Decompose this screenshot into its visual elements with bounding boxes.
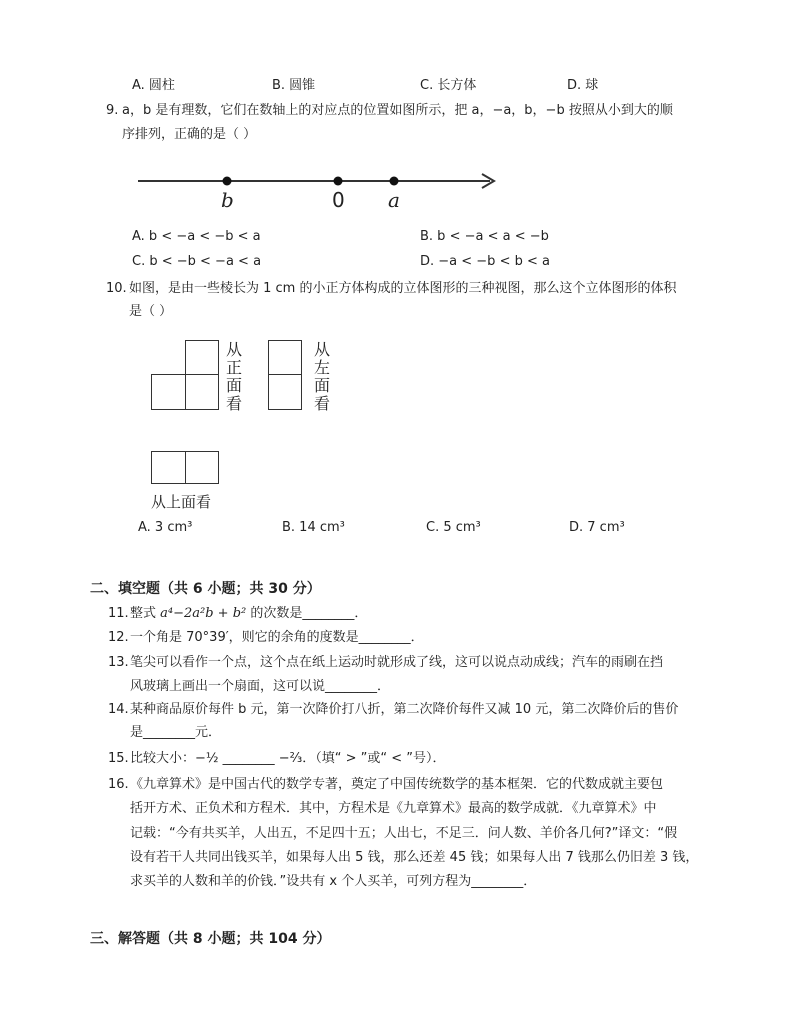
q8-option-b: B. 圆锥 xyxy=(272,78,316,93)
front-label-3: 面 xyxy=(225,376,242,395)
q15-text: 比较大小：−½ ________ −⅔．（填“ > ”或“ < ”号）． xyxy=(130,751,446,766)
q11-text: 整式 a⁴−2a²b + b² 的次数是________． xyxy=(130,606,368,621)
axis-label-zero: 0 xyxy=(332,188,345,212)
q14-line2: 是________元． xyxy=(130,725,222,740)
q9-line2: 序排列，正确的是（ ） xyxy=(122,127,257,142)
q10-option-c: C. 5 cm³ xyxy=(426,520,481,535)
q10-line2: 是（ ） xyxy=(129,304,173,319)
left-label-1: 从 xyxy=(313,340,330,359)
q12-number: 12. xyxy=(108,630,129,645)
q16-line5: 求买羊的人数和羊的价钱．”设共有 x 个人买羊，可列方程为________． xyxy=(130,874,537,889)
front-label-1: 从 xyxy=(225,340,242,359)
q13-line1: 笔尖可以看作一个点，这个点在纸上运动时就形成了线，这可以说点动成线；汽车的雨刷在挡 xyxy=(130,655,664,670)
q12-text: 一个角是 70°39′，则它的余角的度数是________． xyxy=(130,630,424,645)
left-label-3: 面 xyxy=(313,376,330,395)
q8-option-d: D. 球 xyxy=(567,78,599,93)
section-3-title: 三、解答题（共 8 小题；共 104 分） xyxy=(90,931,331,947)
top-view-label: 从上面看 xyxy=(151,493,212,511)
q10-number: 10. xyxy=(106,281,127,296)
q16-line4: 设有若干人共同出钱买羊，如果每人出 5 钱，那么还差 45 钱；如果每人出 7 钱那么仍旧差 3 钱， xyxy=(130,850,699,865)
q16-line3: 记载：“今有共买羊，人出五，不足四十五；人出七，不足三．问人数、羊价各几何?”译文：“假 xyxy=(130,826,678,841)
q9-line1: a，b 是有理数，它们在数轴上的对应点的位置如图所示，把 a，−a，b，−b 按照从小到大的顺 xyxy=(122,103,673,118)
q16-line1: 《九章算术》是中国古代的数学专著，奠定了中国传统数学的基本框架．它的代数成就主要包 xyxy=(130,777,664,792)
q9-option-d: D. −a < −b < b < a xyxy=(420,254,550,269)
q10-option-a: A. 3 cm³ xyxy=(138,520,193,535)
q10-option-d: D. 7 cm³ xyxy=(569,520,625,535)
front-label-4: 看 xyxy=(225,394,242,413)
axis-label-b: b xyxy=(221,188,234,212)
q10-line1: 如图，是由一些棱长为 1 cm 的小正方体构成的立体图形的三种视图，那么这个立体图形的体积 xyxy=(129,281,677,296)
q13-line2: 风玻璃上画出一个扇面，这可以说________． xyxy=(130,679,391,694)
q9-option-a: A. b < −a < −b < a xyxy=(132,229,261,244)
point-zero xyxy=(334,177,343,186)
q14-number: 14. xyxy=(108,702,129,717)
q14-line1: 某种商品原价每件 b 元，第一次降价打八折，第二次降价每件又减 10 元，第二次降价后的售价 xyxy=(130,702,679,717)
point-a xyxy=(390,177,399,186)
q16-line2: 括开方术、正负术和方程术．其中，方程术是《九章算术》最高的数学成就．《九章算术》中 xyxy=(130,801,657,816)
q9-option-c: C. b < −b < −a < a xyxy=(132,254,262,269)
q11-number: 11. xyxy=(108,606,129,621)
q8-option-c: C. 长方体 xyxy=(420,78,477,93)
q15-number: 15. xyxy=(108,751,129,766)
q8-option-a: A. 圆柱 xyxy=(132,78,175,93)
point-b xyxy=(223,177,232,186)
number-line-figure xyxy=(130,166,510,216)
q9-option-b: B. b < −a < a < −b xyxy=(420,229,549,244)
left-label-2: 左 xyxy=(313,358,330,377)
section-2-title: 二、填空题（共 6 小题；共 30 分） xyxy=(90,581,321,597)
q13-number: 13. xyxy=(108,655,129,670)
left-label-4: 看 xyxy=(313,394,330,413)
q10-option-b: B. 14 cm³ xyxy=(282,520,345,535)
front-label-2: 正 xyxy=(225,358,242,377)
q16-number: 16. xyxy=(108,777,129,792)
axis-label-a: a xyxy=(388,188,400,212)
q9-number: 9. xyxy=(106,103,119,118)
